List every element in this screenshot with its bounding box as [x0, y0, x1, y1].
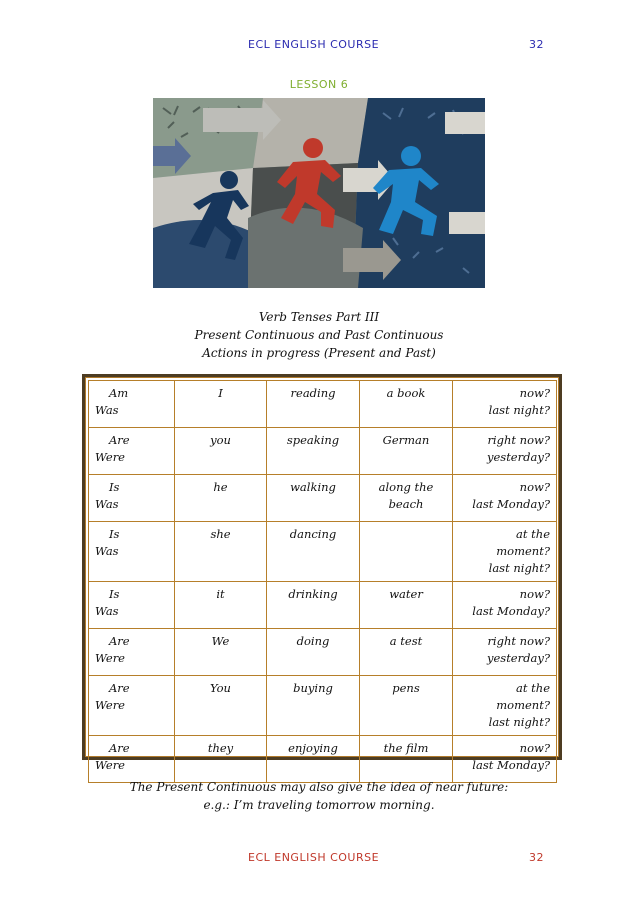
verb-cell: dancing: [267, 522, 360, 582]
auxiliary-cell: [89, 582, 175, 629]
auxiliary-cell: [89, 736, 175, 783]
present-auxiliary: Is: [109, 587, 120, 601]
time-expression-cell: [453, 676, 557, 736]
table-row: [89, 428, 557, 475]
time-expression-cell: [453, 736, 557, 783]
past-time-expression: last Monday?: [472, 604, 550, 618]
object-cell: water: [360, 582, 453, 629]
past-time-expression: last night?: [488, 561, 550, 575]
time-expression-cell: [453, 582, 557, 629]
object-cell: a test: [360, 629, 453, 676]
subject-cell: he: [175, 475, 267, 522]
past-auxiliary: Were: [95, 651, 125, 665]
past-time-expression: last night?: [488, 715, 550, 729]
subject-cell: they: [175, 736, 267, 783]
object-cell: along the beach: [360, 475, 453, 522]
header-title: ECL ENGLISH COURSE: [248, 38, 380, 51]
time-expression-cell: [453, 381, 557, 428]
past-auxiliary: Was: [95, 604, 119, 618]
auxiliary-cell: [89, 676, 175, 736]
verb-cell: speaking: [267, 428, 360, 475]
table-row: [89, 676, 557, 736]
table-row: [89, 522, 557, 582]
subject-cell: it: [175, 582, 267, 629]
intro-line-1: Verb Tenses Part III: [258, 310, 380, 324]
past-auxiliary: Were: [95, 450, 125, 464]
auxiliary-cell: [89, 629, 175, 676]
object-cell: pens: [360, 676, 453, 736]
auxiliary-cell: [89, 475, 175, 522]
time-expression-cell: [453, 475, 557, 522]
past-auxiliary: Was: [95, 403, 119, 417]
running-figures-illustration: [153, 98, 485, 288]
subject-cell: You: [175, 676, 267, 736]
header-page-number: 32: [529, 38, 544, 51]
time-expression-cell: [453, 629, 557, 676]
object-cell: a book: [360, 381, 453, 428]
present-auxiliary: Are: [109, 433, 130, 447]
present-auxiliary: Is: [109, 480, 120, 494]
table-row: [89, 629, 557, 676]
present-auxiliary: Are: [109, 741, 130, 755]
present-time-expression: now?: [519, 741, 550, 755]
verb-cell: enjoying: [267, 736, 360, 783]
past-time-expression: last Monday?: [472, 758, 550, 772]
past-auxiliary: Were: [95, 758, 125, 772]
verb-cell: walking: [267, 475, 360, 522]
table-row: [89, 381, 557, 428]
past-time-expression: yesterday?: [486, 651, 550, 665]
present-time-expression: at the moment?: [496, 681, 550, 712]
past-auxiliary: Was: [95, 544, 119, 558]
past-auxiliary: Were: [95, 698, 125, 712]
present-time-expression: now?: [519, 480, 550, 494]
present-auxiliary: Are: [109, 681, 130, 695]
subject-cell: We: [175, 629, 267, 676]
subject-cell: I: [175, 381, 267, 428]
auxiliary-cell: [89, 522, 175, 582]
present-auxiliary: Am: [109, 386, 129, 400]
table-row: [89, 736, 557, 783]
past-time-expression: yesterday?: [486, 450, 550, 464]
object-cell: the film: [360, 736, 453, 783]
subject-cell: you: [175, 428, 267, 475]
present-time-expression: right now?: [487, 634, 550, 648]
verb-tense-table: [88, 380, 557, 783]
verb-cell: doing: [267, 629, 360, 676]
past-time-expression: last Monday?: [472, 497, 550, 511]
time-expression-cell: [453, 522, 557, 582]
present-time-expression: right now?: [487, 433, 550, 447]
intro-line-2: Present Continuous and Past Continuous: [194, 328, 444, 342]
note-line-1: The Present Continuous may also give the idea of near future:: [129, 780, 509, 794]
time-expression-cell: [453, 428, 557, 475]
near-future-note: [0, 778, 638, 814]
verb-cell: drinking: [267, 582, 360, 629]
lesson-title: LESSON 6: [289, 78, 349, 91]
note-line-2: e.g.: I’m traveling tomorrow morning.: [203, 798, 435, 812]
object-cell: German: [360, 428, 453, 475]
intro-text: [0, 308, 638, 362]
footer-title: ECL ENGLISH COURSE: [248, 851, 380, 864]
present-time-expression: now?: [519, 587, 550, 601]
present-time-expression: now?: [519, 386, 550, 400]
table-row: [89, 582, 557, 629]
verb-cell: reading: [267, 381, 360, 428]
present-auxiliary: Are: [109, 634, 130, 648]
footer-page-number: 32: [529, 851, 544, 864]
verb-cell: buying: [267, 676, 360, 736]
present-time-expression: at the moment?: [496, 527, 550, 558]
subject-cell: she: [175, 522, 267, 582]
past-time-expression: last night?: [488, 403, 550, 417]
table-row: [89, 475, 557, 522]
present-auxiliary: Is: [109, 527, 120, 541]
object-cell: [360, 522, 453, 582]
past-auxiliary: Was: [95, 497, 119, 511]
intro-line-3: Actions in progress (Present and Past): [202, 346, 436, 360]
auxiliary-cell: [89, 428, 175, 475]
auxiliary-cell: [89, 381, 175, 428]
